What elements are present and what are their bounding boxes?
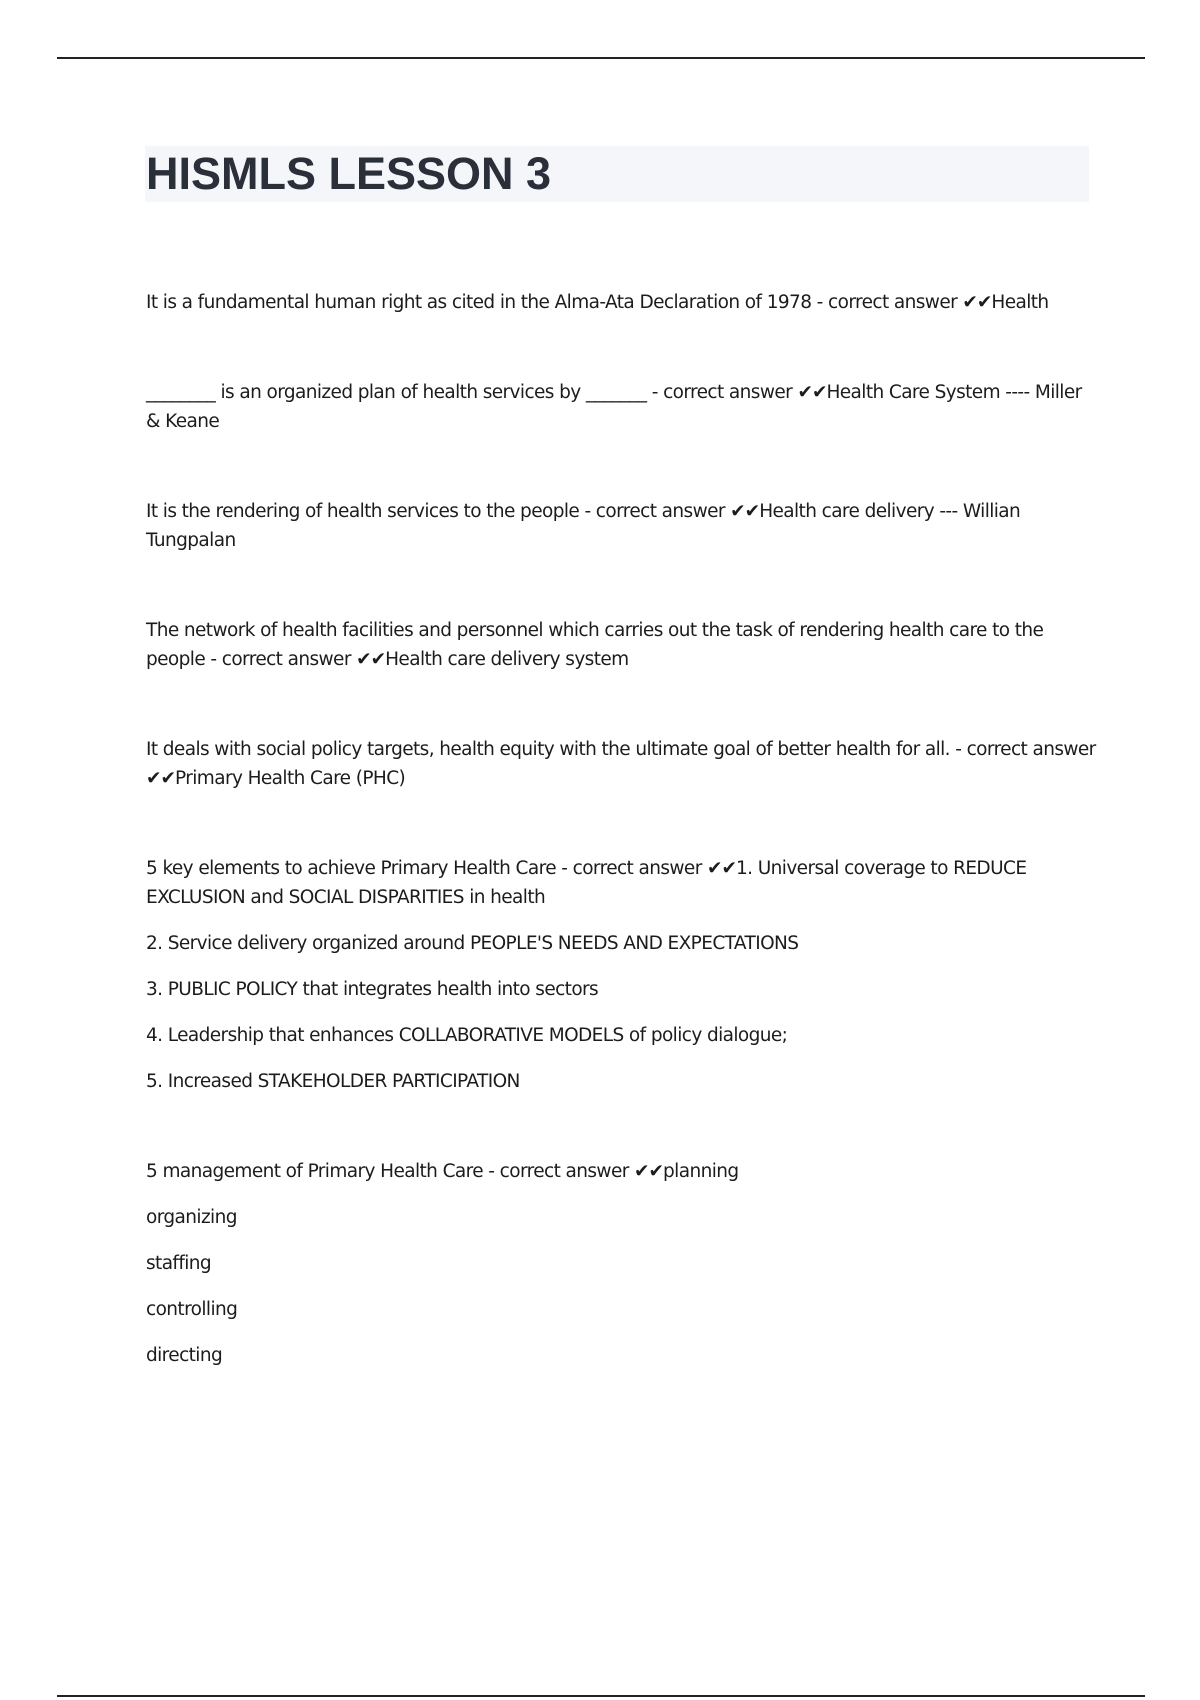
check-marks-icon: ✔✔ [797, 382, 827, 403]
answer-marker: - correct answer [579, 501, 731, 522]
answer-line: directing [146, 1345, 223, 1366]
qa-question-line [146, 1157, 1096, 1186]
qa-item [146, 1157, 1096, 1370]
qa-item [146, 735, 1096, 793]
answer-line: 3. PUBLIC POLICY that integrates health into sectors [146, 979, 599, 1000]
check-marks-icon: ✔✔ [730, 501, 760, 522]
qa-item [146, 288, 1096, 317]
check-marks-icon: ✔✔ [962, 292, 992, 313]
question-text: 5 key elements to achieve Primary Health Care [146, 858, 556, 879]
answer-line: organizing [146, 1207, 237, 1228]
answer-marker: - correct answer [646, 382, 798, 403]
question-text: 5 management of Primary Health Care [146, 1161, 484, 1182]
answer-marker: - correct answer [555, 858, 707, 879]
answer-marker: - correct answer [205, 649, 357, 670]
qa-item [146, 854, 1096, 1096]
qa-question-line [146, 854, 1096, 912]
answer-text: Health Care System ---- Miller & Keane [146, 382, 1082, 432]
qa-item [146, 497, 1096, 555]
qa-question-line [146, 735, 1096, 793]
question-text: The network of health facilities and personnel which carries out the task of rendering health care to the people [146, 620, 1044, 670]
answer-marker: - correct answer [483, 1161, 635, 1182]
qa-question-line [146, 616, 1096, 674]
answer-text: 1. Universal coverage to REDUCE EXCLUSION and SOCIAL DISPARITIES in health [146, 858, 1027, 908]
qa-question-line [146, 378, 1096, 436]
question-text: ________ is an organized plan of health services by _______ [146, 382, 647, 403]
check-marks-icon: ✔✔ [706, 858, 736, 879]
question-text: It is the rendering of health services to the people [146, 501, 580, 522]
answer-marker: - correct answer [811, 292, 963, 313]
answer-line: 4. Leadership that enhances COLLABORATIVE MODELS of policy dialogue; [146, 1025, 788, 1046]
check-marks-icon: ✔✔ [356, 649, 386, 670]
answer-text: Health care delivery system [385, 649, 629, 670]
answer-text: planning [663, 1161, 739, 1182]
document-title: HISMLS LESSON 3 [146, 148, 552, 199]
footer-rule [57, 1695, 1145, 1697]
qa-question-line [146, 288, 1096, 317]
qa-item [146, 616, 1096, 674]
answer-text: Primary Health Care (PHC) [175, 768, 406, 789]
qa-item [146, 378, 1096, 436]
answer-marker: - correct answer [949, 739, 1096, 760]
check-marks-icon: ✔✔ [634, 1161, 664, 1182]
qa-question-line [146, 497, 1096, 555]
question-text: It deals with social policy targets, health equity with the ultimate goal of better health for all. [146, 739, 950, 760]
answer-line: staffing [146, 1253, 212, 1274]
check-marks-icon: ✔✔ [146, 768, 176, 789]
question-text: It is a fundamental human right as cited in the Alma-Ata Declaration of 1978 [146, 292, 812, 313]
answer-line: 5. Increased STAKEHOLDER PARTICIPATION [146, 1071, 520, 1092]
answer-text: Health [991, 292, 1049, 313]
header-rule [57, 57, 1145, 59]
answer-text: Health care delivery --- Willian Tungpalan [146, 501, 1021, 551]
answer-line: 2. Service delivery organized around PEOPLE'S NEEDS AND EXPECTATIONS [146, 933, 799, 954]
document-content [146, 288, 1096, 1431]
answer-line: controlling [146, 1299, 238, 1320]
